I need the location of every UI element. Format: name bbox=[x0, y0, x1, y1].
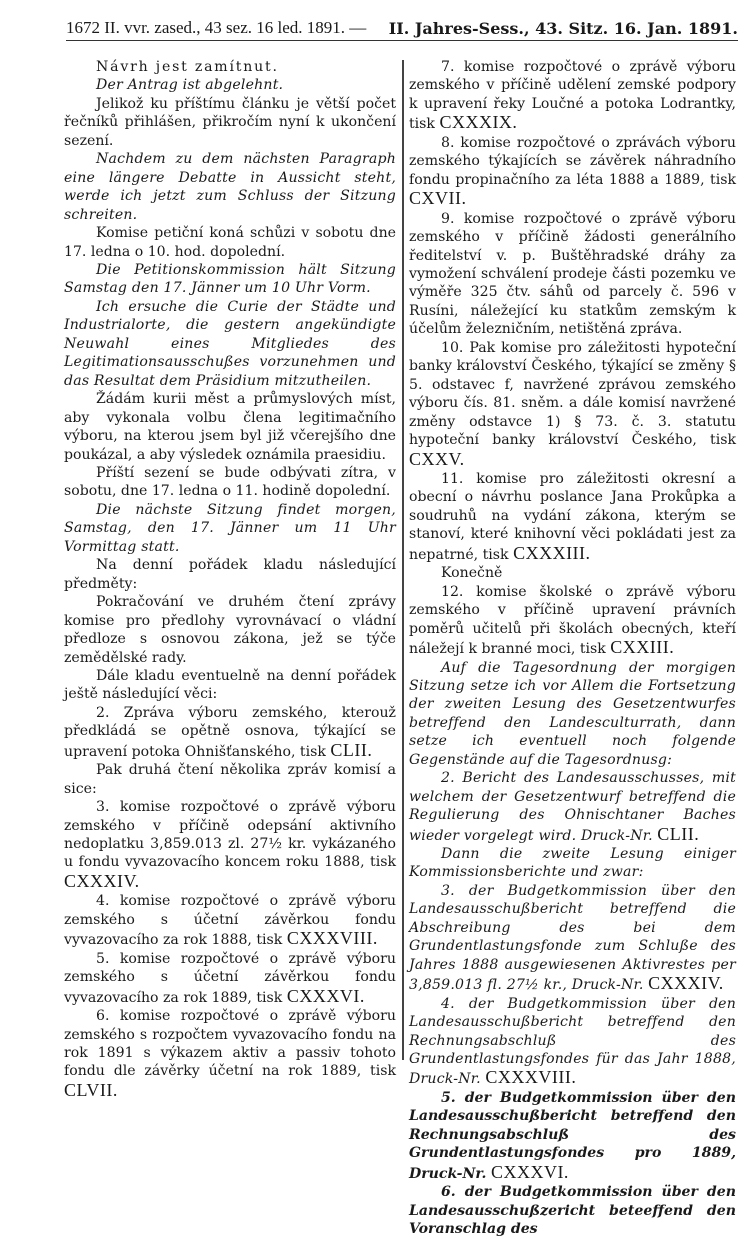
paragraph bbox=[64, 298, 396, 390]
paragraph bbox=[409, 1089, 736, 1183]
paragraph bbox=[409, 845, 736, 882]
paragraph-text: 4. komise rozpočtové o zprávě výboru zemského s účetní závěrkou fondu vyvazovacího za rok 1888, tisk bbox=[64, 893, 396, 949]
paragraph-text: Konečně bbox=[441, 565, 503, 582]
paragraph-text: Žádám kurii měst a průmyslových míst, aby vykonala volbu člena legitimačního výboru, na kterou jsem byl již včerejšího dne poukázal, a aby výsledek oznámila praesidiu. bbox=[64, 391, 396, 463]
paragraph-text: 9. komise rozpočtové o zprávě výboru zemského v příčině žádosti generálního ředitelství v. p. Buštěhradské dráhy za vymožení schválení prodeje části pozemku ve výměře 325 čtv. sáhů od parcely č. 596 v Rusíni, náležející ku statkům zemským k účelům železničním, netištěná zpráva. bbox=[409, 210, 736, 338]
paragraph bbox=[409, 58, 736, 134]
paragraph-text: Dann die zweite Lesung einiger Kommissionsberichte und zwar: bbox=[409, 846, 736, 881]
paragraph bbox=[64, 76, 396, 94]
paragraph bbox=[64, 761, 396, 798]
paragraph-text: 6. komise rozpočtové o zprávě výboru zemského s rozpočtem vyvazovacího fondu na rok 1891 s výkazem aktiv a passiv tohoto fondu dle závěrky účetní na rok 1889, tisk bbox=[64, 1008, 396, 1080]
print-number: CLII. bbox=[657, 823, 700, 844]
paragraph bbox=[64, 892, 396, 949]
print-number: CXXXVI. bbox=[490, 1161, 569, 1182]
paragraph-text: 2. Bericht des Landesausschusses, mit welchem der Gesetzentwurf betreffend die Regulierung des Ohnischtaner Baches wieder vorgelegt wird. Druck-Nr. bbox=[409, 770, 736, 844]
paragraph bbox=[64, 261, 396, 298]
paragraph-text: 11. komise pro záležitosti okresní a obecní o návrhu poslance Jana Prokůpka a soudruhů na vydání zákona, kterým se stanoví, které knihovní věci pokládati jest za nepatrné, tisk bbox=[409, 470, 736, 563]
paragraph-text: Příští sezení se bude odbývati zítra, v sobotu, dne 17. ledna o 11. hodině dopolední. bbox=[64, 464, 396, 500]
paragraph-text: Pak druhá čtení několika zpráv komisí a sice: bbox=[64, 762, 396, 797]
paragraph-text: Nachdem zu dem nächsten Paragraph eine längere Debatte in Aussicht steht, werde ich jetzt zum Schluss der Sitzung schreiten. bbox=[64, 151, 396, 223]
print-number: CLII. bbox=[330, 739, 373, 760]
paragraph-text: 5. der Budgetkommission über den Landesausschußbericht betreffend den Rechnungsabschluß des Grundentlastungsfondes pro 1889, Druck-Nr. bbox=[409, 1089, 736, 1182]
paragraph-text: Der Antrag ist abgelehnt. bbox=[96, 77, 284, 94]
paragraph bbox=[64, 798, 396, 892]
paragraph bbox=[409, 564, 736, 582]
paragraph bbox=[64, 150, 396, 224]
paragraph bbox=[64, 593, 396, 667]
print-number: CXXV. bbox=[409, 448, 465, 469]
print-number: CXXXVIII. bbox=[485, 1067, 577, 1088]
paragraph bbox=[409, 659, 736, 770]
paragraph-text: Na denní pořádek kladu následující předměty: bbox=[64, 557, 396, 592]
print-number: CXXXVI. bbox=[286, 985, 365, 1006]
paragraph-text: 2. Zpráva výboru zemského, kterouž předkládá se opětně osnova, týkající se upravení potoka Ohnišťanského, tisk bbox=[64, 704, 396, 760]
paragraph-text: 3. komise rozpočtové o zprávě výboru zemského v příčině odepsání aktivního nedoplatku 3,859.013 zl. 27½ kr. vykázaného u fondu vyvazovacího koncem roku 1888, tisk bbox=[64, 799, 396, 871]
paragraph-text: 10. Pak komise pro záležitosti hypoteční banky království Českého, týkající se změny § 5. odstavec f, navržené zprávou zemského výboru čís. 81. sněm. a dále komisí navržené změny odstavce 1) § 73. č. 3. statutu hypoteční banky království Českého, tisk bbox=[409, 339, 736, 449]
paragraph bbox=[409, 1183, 736, 1238]
paragraph-text: Pokračování ve druhém čtení zprávy komise pro předlohy vyrovnávací o vládní předloze s osnovou zákona, jež se týče zemědělské rady. bbox=[64, 594, 396, 666]
paragraph bbox=[409, 134, 736, 210]
print-number: CXXXIV. bbox=[648, 973, 724, 994]
print-number: CXXXIX. bbox=[439, 112, 518, 133]
right-column bbox=[409, 58, 736, 1239]
paragraph bbox=[409, 769, 736, 845]
paragraph bbox=[409, 210, 736, 339]
paragraph bbox=[409, 882, 736, 995]
print-number: CXVII. bbox=[409, 188, 467, 209]
paragraph-text: 6. der Budgetkommission über den Landesausschußzericht beteeffend den Voranschlag des bbox=[409, 1184, 736, 1238]
paragraph bbox=[64, 667, 396, 704]
paragraph-text: Komise petiční koná schůzi v sobotu dne 17. ledna o 10. hod. dopolední. bbox=[64, 225, 396, 260]
paragraph bbox=[64, 704, 396, 761]
paragraph-text: Ich ersuche die Curie der Städte und Industrialorte, die gestern angekündigte Neuwahl eines Mitgliedes des Legitimationsausschußes vorzunehmen und das Resultat dem Präsidium mitzutheilen. bbox=[64, 298, 396, 389]
paragraph-text: Die Petitionskommission hält Sitzung Samstag den 17. Jänner um 10 Uhr Vorm. bbox=[64, 261, 396, 297]
left-column bbox=[64, 58, 396, 1101]
paragraph bbox=[64, 501, 396, 556]
paragraph bbox=[409, 470, 736, 564]
print-number: CXXXIII. bbox=[513, 542, 591, 563]
paragraph bbox=[64, 390, 396, 464]
header-czech-text: II. vvr. zased., 43 sez. 16 led. 1891. bbox=[104, 18, 346, 37]
paragraph bbox=[64, 464, 396, 501]
column-divider bbox=[402, 60, 404, 1060]
paragraph-text: Jelikož ku příštímu článku je větší počet řečníků přihlášen, přikročím nyní k ukončení sezení. bbox=[64, 95, 396, 149]
header-separator: — bbox=[349, 18, 367, 37]
header-czech bbox=[66, 18, 366, 38]
paragraph-text: 8. komise rozpočtové o zprávách výboru zemského týkajících se závěrek náhradního fondu propinačního za léta 1888 a 1889, tisk bbox=[409, 134, 736, 188]
paragraph-text: Auf die Tagesordnung der morgigen Sitzung setze ich vor Allem die Fortsetzung der zweiten Lesung des Gesetzentwurfes betreffend den Landesculturrath, dann setze ich eventuell noch folgende Gegenstände auf die Tagesordnusg: bbox=[409, 659, 736, 768]
paragraph-text: 3. der Budgetkommission über den Landesausschußbericht betreffend die Abschreibung des bei dem Grundentlastungsfonde zum Schluße des Jahres 1888 ausgewiesenen Aktivrestes per 3,859.013 fl. 27½ kr., Druck-Nr. bbox=[409, 882, 736, 994]
paragraph bbox=[64, 224, 396, 261]
paragraph-text: 12. komise školské o zprávě výboru zemského v příčině upravení právních poměrů učitelů při školách obecných, kteří náležejí k branné moci, tisk bbox=[409, 583, 736, 658]
print-number: CXXXIV. bbox=[64, 870, 140, 891]
paragraph bbox=[64, 556, 396, 593]
paragraph bbox=[64, 95, 396, 150]
print-number: CLVII. bbox=[64, 1079, 118, 1100]
header-german: II. Jahres-Sess., 43. Sitz. 16. Jan. 1891. bbox=[388, 19, 738, 38]
page-number: 1672 bbox=[66, 18, 100, 37]
print-number: CXXXVIII. bbox=[286, 928, 378, 949]
paragraph-text: Dále kladu eventuelně na denní pořádek ještě následující věci: bbox=[64, 667, 396, 703]
paragraph-text: Návrh jest zamítnut. bbox=[96, 59, 279, 75]
paragraph bbox=[409, 995, 736, 1089]
page-header bbox=[66, 12, 738, 41]
print-number: CXXIII. bbox=[610, 637, 675, 658]
paragraph bbox=[409, 339, 736, 470]
paragraph bbox=[64, 58, 396, 76]
paragraph bbox=[64, 950, 396, 1007]
paragraph-text: Die nächste Sitzung findet morgen, Samstag, den 17. Jänner um 11 Uhr Vormittag statt. bbox=[64, 501, 396, 555]
paragraph bbox=[409, 583, 736, 659]
paragraph bbox=[64, 1007, 396, 1101]
paragraph-text: 5. komise rozpočtové o zprávě výboru zemského s účetní závěrkou fondu vyvazovacího za rok 1889, tisk bbox=[64, 950, 396, 1006]
paragraph-text: 4. der Budgetkommission über den Landesausschußbericht betreffend den Rechnungsabschluß des Grundentlastungsfondes für das Jahr 1888, Druck-Nr. bbox=[409, 995, 736, 1088]
paragraph-text: 7. komise rozpočtové o zprávě výboru zemského v příčině udělení zemské podpory k upravení řeky Loučné a potoka Lodrantky, tisk bbox=[409, 59, 736, 133]
